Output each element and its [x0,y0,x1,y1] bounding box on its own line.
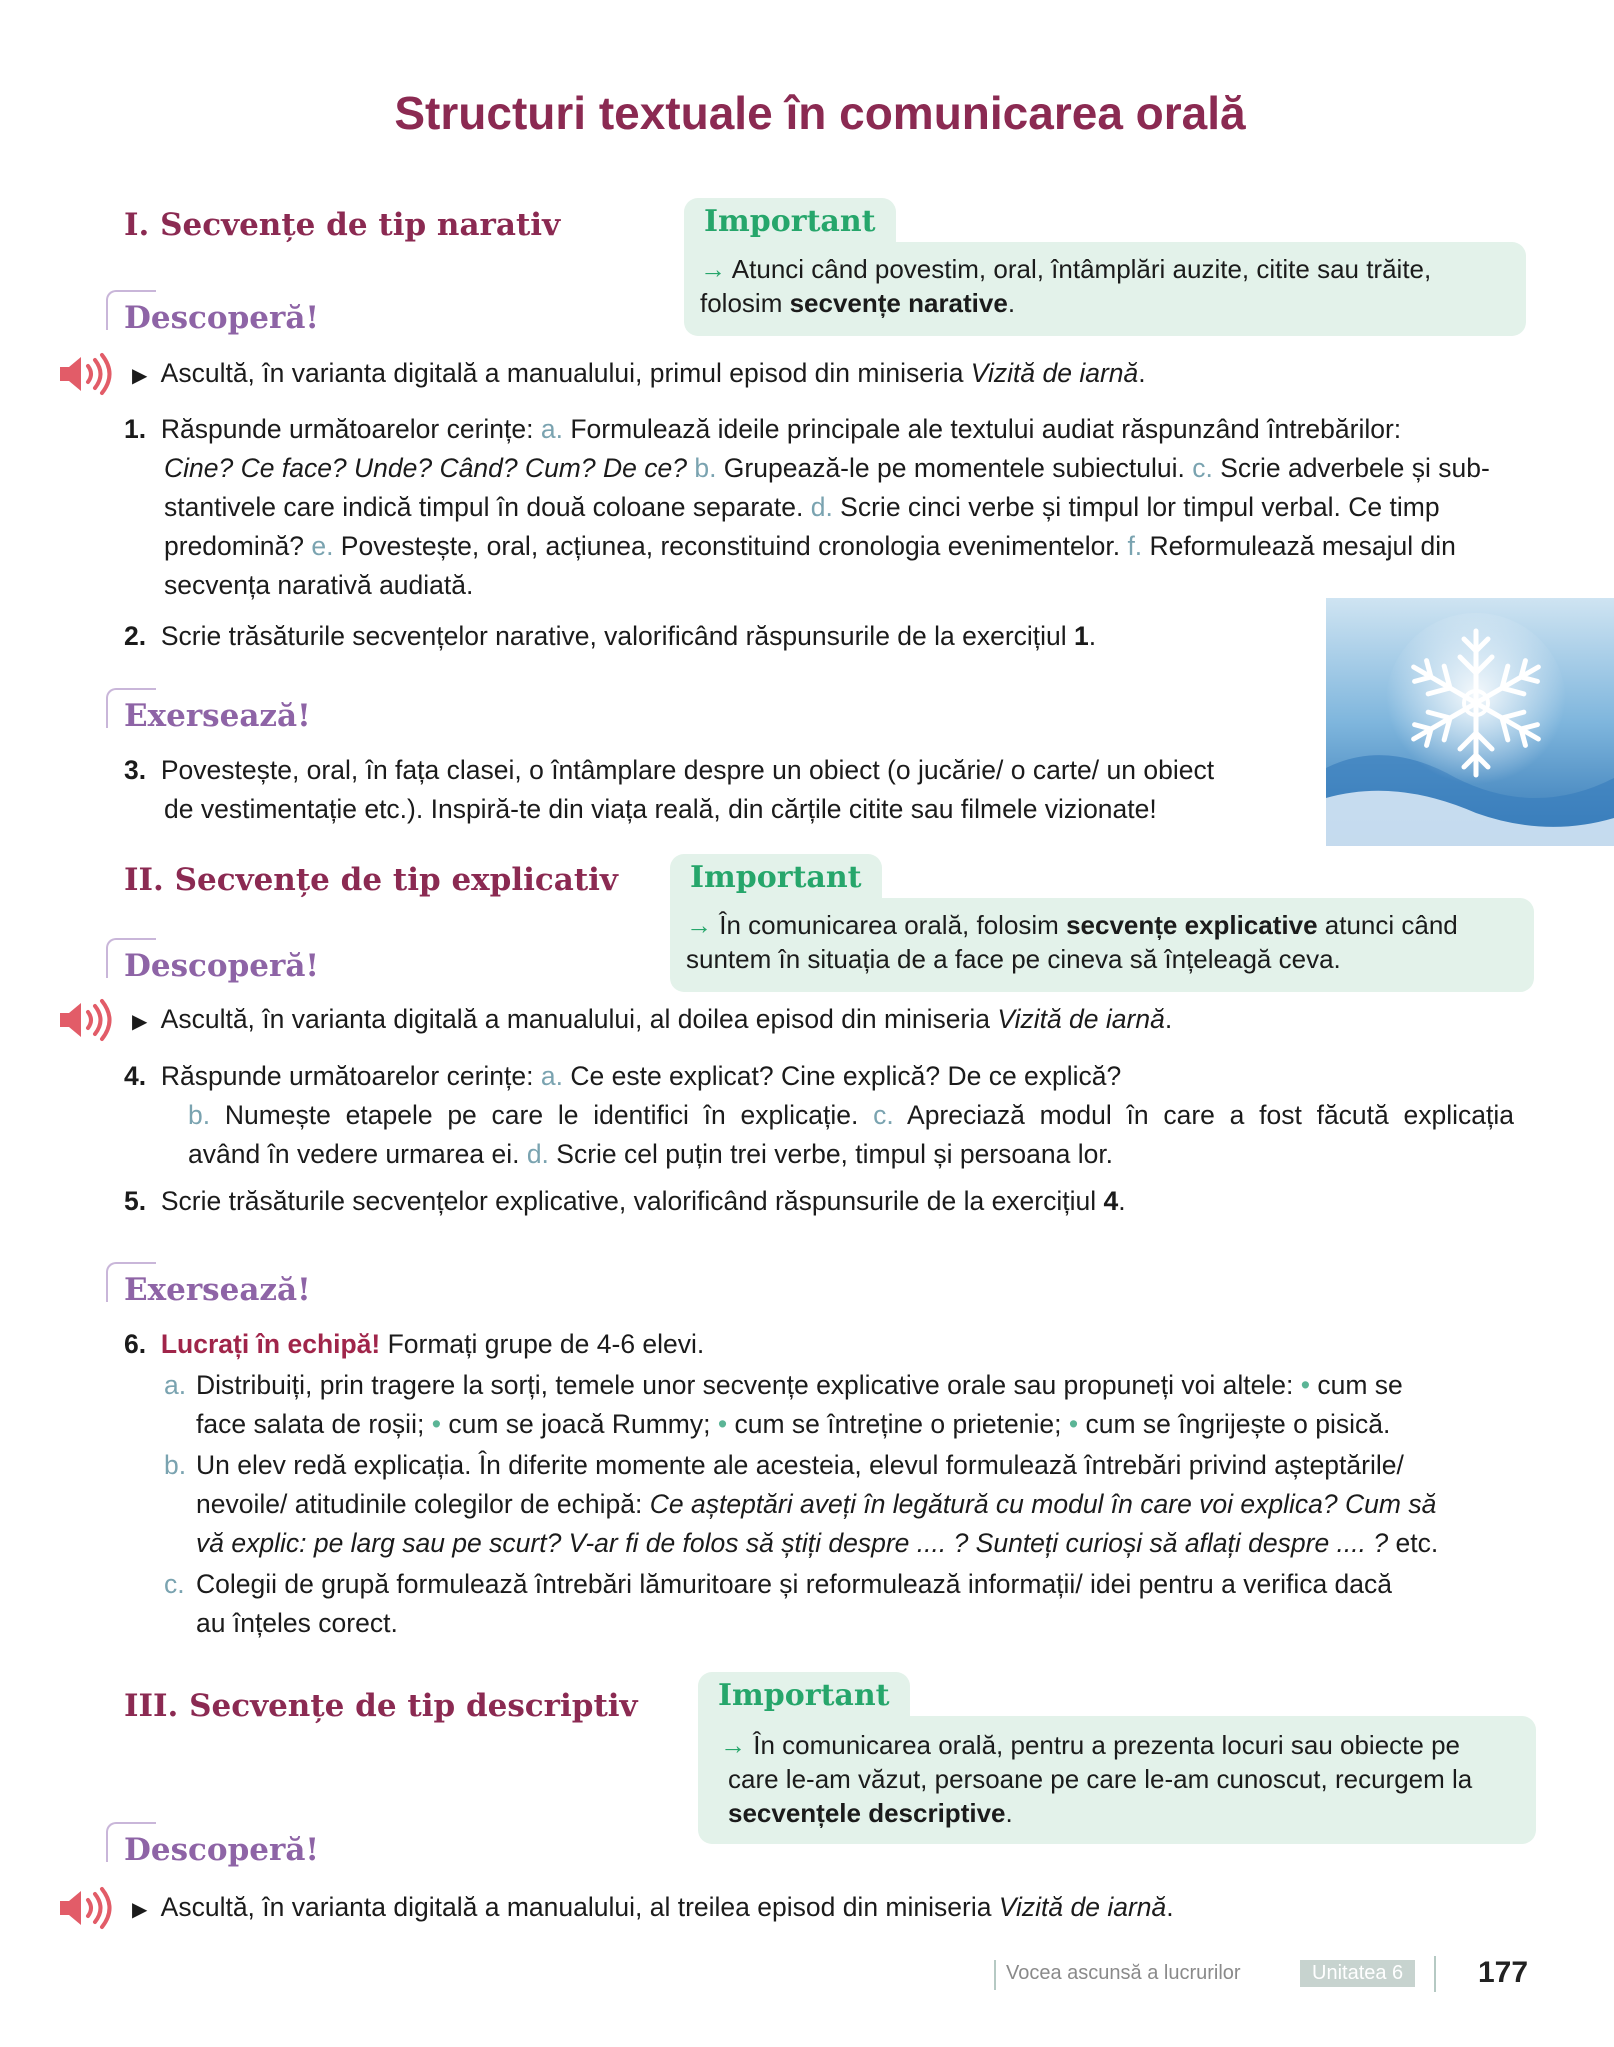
discover-heading: Descoperă! [124,948,320,984]
arrow-right-icon: → [686,910,712,940]
bullet-icon: • [717,1409,728,1439]
bullet-icon: • [1068,1409,1079,1439]
play-triangle-icon: ▶ [132,1899,148,1921]
footer-unit-badge: Unitatea 6 [1300,1960,1415,1987]
arrow-right-icon: → [700,254,726,284]
snowflake-image [1326,598,1614,846]
important-label: Important [670,854,882,898]
bullet-icon: • [431,1409,441,1439]
listen-instruction: ▶ Ascultă, în varianta digitală a manualului, primul episod din miniseria Vizită de iarnă. [132,358,1146,388]
exercise-4: 4. Răspunde următoarelor cerințe: a. Ce este explicat? Cine explică? De ce explică? b. Numește etapele pe care le identifici în explicație. c. Apreciază modul în care a fost făcută explicația având în vedere urmarea ei. d. Scrie cel puțin trei verbe, timpul și persoana lor. [124,1061,1514,1169]
listen-instruction: ▶ Ascultă, în varianta digitală a manualului, al treilea episod din miniseria Vizită de iarnă. [132,1892,1174,1922]
section-heading-explicative: II. Secvențe de tip explicativ [124,862,618,898]
important-label: Important [698,1672,910,1716]
practice-heading: Exersează! [124,698,311,734]
exercise-1: 1. Răspunde următoarelor cerințe: a. Formulează ideile principale ale textului audiat răspunzând întrebărilor: Cine? Ce face? Unde? Când? Cum? De ce? b. Grupează-le pe momentele subiectului. c. Scrie adverbele și sub- stantivele care indică timpul în două coloane separate. d. Scrie cinci verbe și timpul lor timpul verbal. Ce timp predomină? e. Povestește, oral, acțiunea, reconstituind cronologia evenimentelor. f. Reformulează mesajul din secvența narativă audiată. [124,414,1490,600]
audio-speaker-icon[interactable] [56,998,112,1042]
audio-speaker-icon[interactable] [56,1886,112,1930]
exercise-2: 2. Scrie trăsăturile secvențelor narative, valorificând răspunsurile de la exercițiul 1. [124,621,1097,651]
section-heading-narrative: I. Secvențe de tip narativ [124,207,561,243]
play-triangle-icon: ▶ [132,1011,148,1033]
page-number: 177 [1478,1956,1529,1989]
arrow-right-icon: → [720,1730,746,1760]
footer-book-title: Vocea ascunsă a lucrurilor [1006,1962,1241,1984]
important-box-narrative: → Atunci când povestim, oral, întâmplări auzite, citite sau trăite, folosim secvențe narative. [684,242,1526,336]
footer-divider [1434,1956,1436,1992]
exercise-3: 3. Povestește, oral, în fața clasei, o întâmplare despre un obiect (o jucărie/ o carte/ un obiect de vestimentație etc.). Inspiră-te din viața reală, din cărțile citite sau filmele vizionate! [124,755,1215,824]
audio-speaker-icon[interactable] [56,352,112,396]
important-box-descriptive: → În comunicarea orală, pentru a prezenta locuri sau obiecte pe care le-am văzut, persoane pe care le-am cunoscut, recurgem la secvențele descriptive. [698,1716,1536,1844]
practice-heading: Exersează! [124,1272,311,1308]
footer-divider [994,1960,996,1990]
exercise-5: 5. Scrie trăsăturile secvențelor explicative, valorificând răspunsurile de la exercițiul 4. [124,1186,1126,1216]
listen-instruction: ▶ Ascultă, în varianta digitală a manualului, al doilea episod din miniseria Vizită de iarnă. [132,1004,1173,1034]
bullet-icon: • [1300,1370,1310,1400]
page-title: Structuri textuale în comunicarea orală [394,87,1246,139]
discover-heading: Descoperă! [124,300,320,336]
important-label: Important [684,198,896,242]
discover-heading: Descoperă! [124,1832,320,1868]
important-box-explicative: → În comunicarea orală, folosim secvențe explicative atunci când suntem în situația de a face pe cineva să înțeleagă ceva. [670,898,1534,992]
section-heading-descriptive: III. Secvențe de tip descriptiv [124,1688,638,1724]
play-triangle-icon: ▶ [132,365,148,387]
exercise-6: 6. Lucrați în echipă! Formați grupe de 4-6 elevi. a. Distribuiți, prin tragere la sorți, temele unor secvențe explicative orale sau propuneți voi altele: • cum se face salata de roșii; • cum se joacă Rummy; • cum se întreține o prietenie; • cum se îngrijește o pisică. b. Un elev redă explicația. În diferite momente ale acesteia, elevul formulează întrebări privind așteptările/ nevoile/ atitudinile colegilor de echipă: Ce așteptări aveți în legătură cu modul în care voi explica? Cum să vă explic: pe larg sau pe scurt? V-ar fi de folos să știți despre .... ? Sunteți curioși să aflați despre .... ? etc. c. Colegii de grupă formulează întrebări lămuritoare și reformulează informații/ idei pentru a verifica dacă au înțeles corect. [124,1329,1439,1638]
